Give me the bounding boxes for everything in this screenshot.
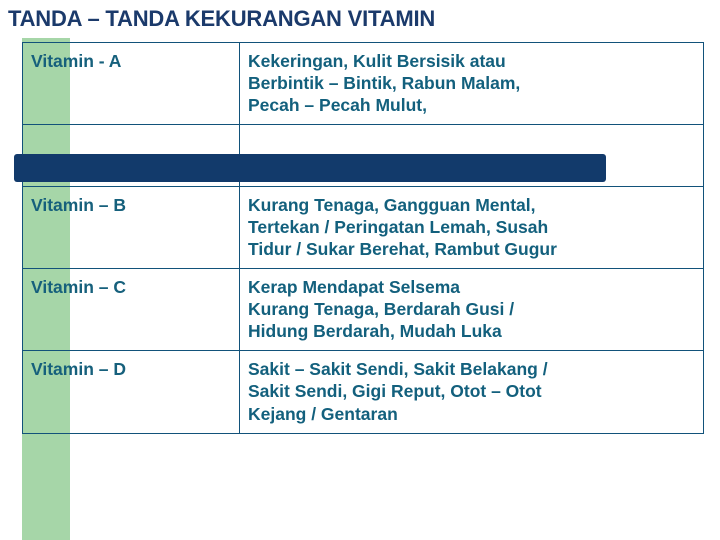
page-title: TANDA – TANDA KEKURANGAN VITAMIN <box>8 6 436 31</box>
vitamin-label-cell <box>23 187 240 269</box>
symptom-line: Kurang Tenaga, Berdarah Gusi / <box>248 299 515 320</box>
navy-highlight-bar <box>14 154 606 182</box>
vitamin-deficiency-table <box>22 42 704 434</box>
symptom-line: Tidur / Sukar Berehat, Rambut Gugur <box>248 239 557 260</box>
table-row <box>23 269 704 351</box>
table-row <box>23 43 704 125</box>
symptom-line: Kejang / Gentaran <box>248 403 398 424</box>
table-row <box>23 187 704 269</box>
symptom-line: Kerap Mendapat Selsema <box>248 277 461 298</box>
vitamin-symptoms-cell <box>240 351 704 433</box>
vitamin-label-cell <box>23 269 240 351</box>
symptom-line: Sakit – Sakit Sendi, Sakit Belakang / <box>248 359 548 380</box>
vitamin-label: Vitamin - A <box>31 51 122 71</box>
vitamin-symptoms-cell <box>240 269 704 351</box>
vitamin-label: Vitamin – C <box>31 277 126 298</box>
symptom-line: Hidung Berdarah, Mudah Luka <box>248 321 502 342</box>
symptom-line: Kurang Tenaga, Gangguan Mental, <box>248 195 536 216</box>
vitamin-label-cell <box>23 351 240 433</box>
symptom-line: Berbintik – Bintik, Rabun Malam, <box>248 73 521 94</box>
vitamin-label: Vitamin – D <box>31 359 126 380</box>
table-body <box>23 43 704 434</box>
symptom-line: Pecah – Pecah Mulut, <box>248 95 427 116</box>
vitamin-label: Vitamin – B <box>31 195 126 216</box>
symptom-line: Tertekan / Peringatan Lemah, Susah <box>248 217 549 238</box>
symptom-line: Kekeringan, Kulit Bersisik atau <box>248 51 506 71</box>
vitamin-symptoms-cell <box>240 43 704 125</box>
symptom-line: Sakit Sendi, Gigi Reput, Otot – Otot <box>248 381 542 402</box>
vitamin-symptoms-cell <box>240 187 704 269</box>
vitamin-label-cell <box>23 43 240 125</box>
table-row <box>23 351 704 433</box>
